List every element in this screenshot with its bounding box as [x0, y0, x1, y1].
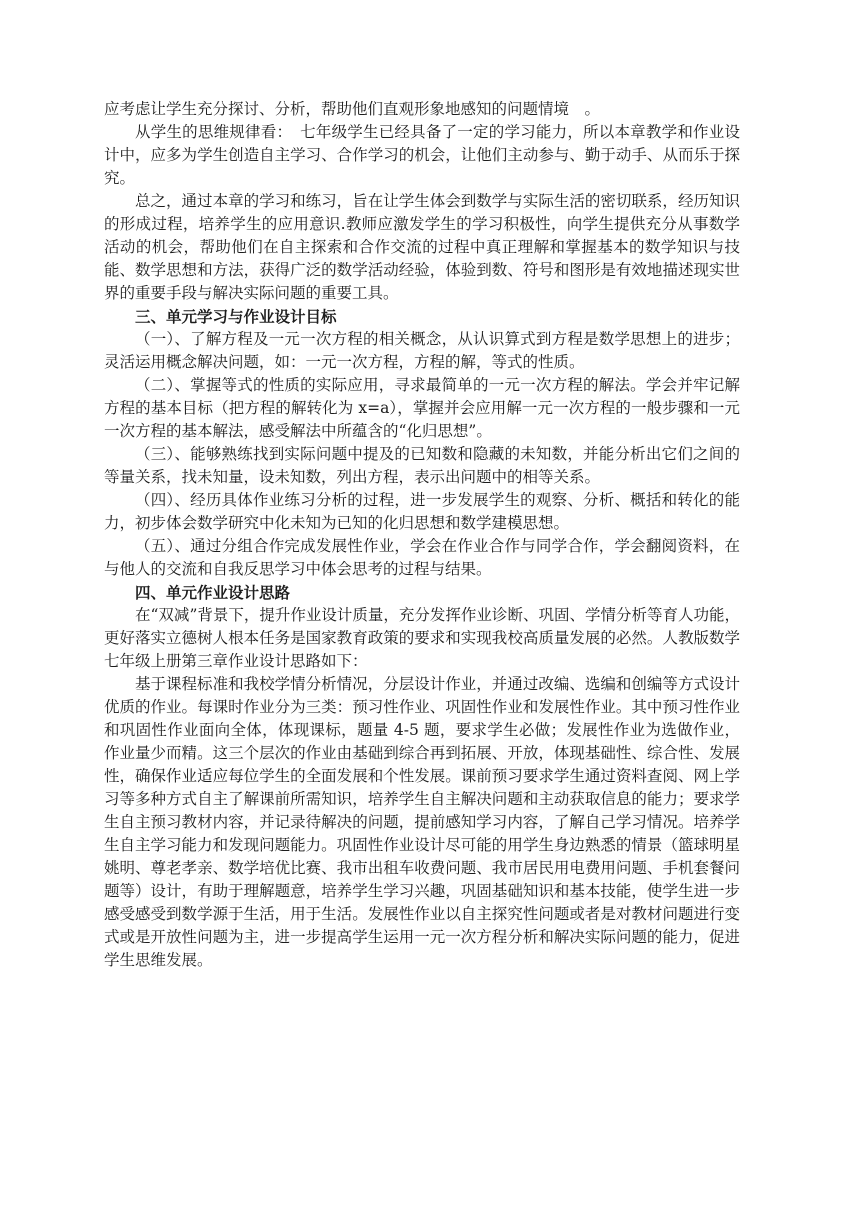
goal-5-paragraph: （五）、通过分组合作完成发展性作业，学会在作业合作与同学合作，学会翻阅资料，在与他人的交流和自我反思学习中体会思考的过程与结果。	[104, 537, 740, 578]
section-4-heading: 四、单元作业设计思路	[135, 583, 291, 602]
design-idea-1-paragraph: 在“双减”背景下，提升作业设计质量，充分发挥作业诊断、巩固、学情分析等育人功能，更好落实立德树人根本任务是国家教育政策的要求和实现我校高质量发展的必然。人教版数学七年级上册第三章作业设计思路如下：	[104, 606, 740, 670]
continuation-paragraph: 应考虑让学生充分探讨、分析，帮助他们直观形象地感知的问题情境 。	[104, 100, 601, 118]
goal-4-paragraph: （四）、经历具体作业练习分析的过程，进一步发展学生的观察、分析、概括和转化的能力，初步体会数学研究中化未知为已知的化归思想和数学建模思想。	[104, 491, 740, 532]
summary-paragraph: 总之，通过本章的学习和练习，旨在让学生体会到数学与实际生活的密切联系，经历知识的形成过程，培养学生的应用意识.教师应激发学生的学习积极性，向学生提供充分从事数学活动的机会，帮助他们在自主探索和合作交流的过程中真正理解和掌握基本的数学知识与技能、数学思想和方法，获得广泛的数学活动经验，体验到数、符号和图形是有效地描述现实世界的重要手段与解决实际问题的重要工具。	[104, 192, 740, 302]
document-page	[104, 98, 740, 972]
section-3-heading: 三、单元学习与作业设计目标	[135, 307, 337, 326]
thinking-pattern-paragraph: 从学生的思维规律看： 七年级学生已经具备了一定的学习能力，所以本章教学和作业设计中，应多为学生创造自主学习、合作学习的机会，让他们主动参与、勤于动手、从而乐于探究。	[104, 123, 740, 187]
goal-2-paragraph: （二）、掌握等式的性质的实际应用，寻求最简单的一元一次方程的解法。学会并牢记解方程的基本目标（把方程的解转化为 x=a），掌握并会应用解一元一次方程的一般步骤和一元一次方程的基本解法，感受解法中所蕴含的“化归思想”。	[104, 376, 740, 440]
goal-1-paragraph: （一）、了解方程及一元一次方程的相关概念，从认识算式到方程是数学思想上的进步；灵活运用概念解决问题，如：一元一次方程，方程的解，等式的性质。	[104, 330, 740, 371]
goal-3-paragraph: （三）、能够熟练找到实际问题中提及的已知数和隐藏的未知数，并能分析出它们之间的等量关系，找未知量，设未知数，列出方程，表示出问题中的相等关系。	[104, 445, 740, 486]
design-idea-2-paragraph: 基于课程标准和我校学情分析情况，分层设计作业，并通过改编、选编和创编等方式设计优质的作业。每课时作业分为三类：预习性作业、巩固性作业和发展性作业。其中预习性作业和巩固性作业面向全体，体现课标，题量 4-5 题，要求学生必做；发展性作业为选做作业，作业量少而精。这三个层次的作业由基础到综合再到拓展、开放，体现基础性、综合性、发展性，确保作业适应每位学生的全面发展和个性发展。课前预习要求学生通过资料查阅、网上学习等多种方式自主了解课前所需知识，培养学生自主解决问题和主动获取信息的能力；要求学生自主预习教材内容，并记录待解决的问题，提前感知学习内容，了解自己学习情况。培养学生自主学习能力和发现问题能力。巩固性作业设计尽可能的用学生身边熟悉的情景（篮球明星姚明、尊老孝亲、数学培优比赛、我市出租车收费问题、我市居民用电费用问题、手机套餐问题等）设计，有助于理解题意，培养学生学习兴趣，巩固基础知识和基本技能，使学生进一步感受感受到数学源于生活，用于生活。发展性作业以自主探究性问题或者是对教材问题进行变式或是开放性问题为主，进一步提高学生运用一元一次方程分析和解决实际问题的能力，促进学生思维发展。	[104, 675, 740, 969]
